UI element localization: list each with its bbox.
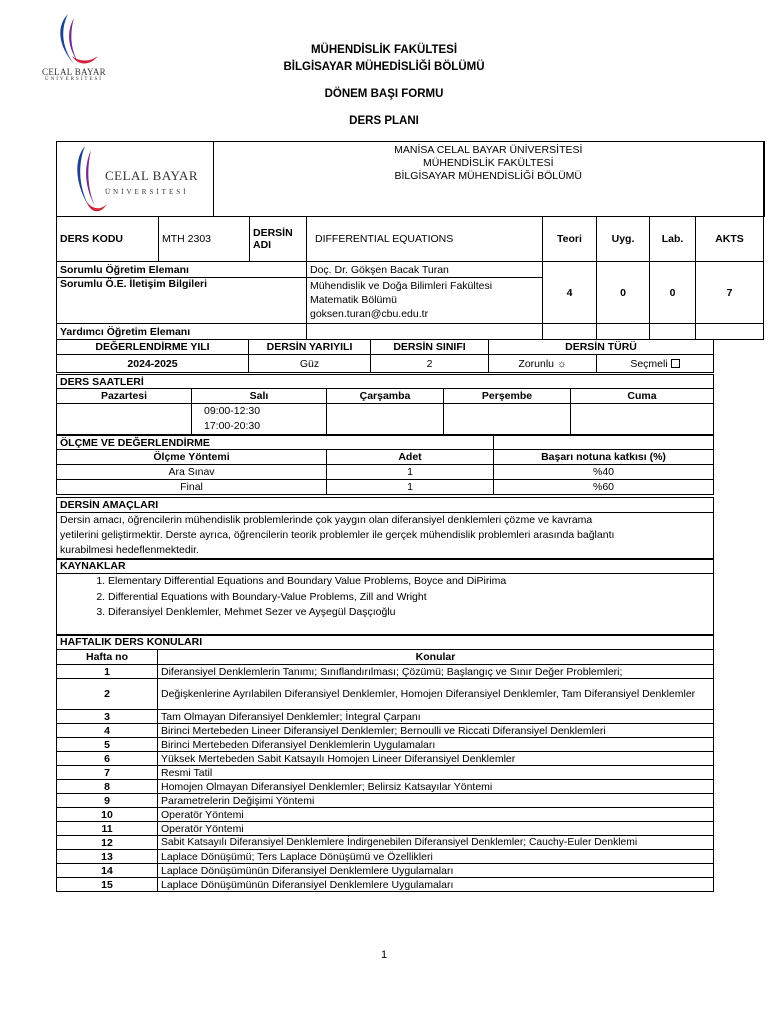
- empty-cell: [543, 324, 597, 340]
- week-topic: Diferansiyel Denklemlerin Tanımı; Sınıflandırılması; Çözümü; Başlangıç ve Sınır Değer Problemleri;: [158, 665, 714, 679]
- logo-name: CELAL BAYAR: [42, 67, 106, 77]
- week-number: 3: [57, 710, 158, 724]
- table-row: [57, 766, 714, 780]
- method-header: Ölçme Yöntemi: [57, 450, 327, 465]
- tuesday-time-1: 09:00-12:30: [204, 405, 261, 417]
- contact-label: Sorumlu Ö.E. İletişim Bilgileri: [57, 278, 307, 324]
- count-cell: 1: [327, 480, 494, 495]
- uyg-label: Uyg.: [597, 217, 650, 262]
- teori-label: Teori: [543, 217, 597, 262]
- institution-line-3: BİLGİSAYAR MÜHENDİSLİĞİ BÖLÜMÜ: [394, 170, 582, 182]
- contact-email: goksen.turan@cbu.edu.tr: [310, 308, 429, 320]
- course-name-label: DERSİN ADI: [250, 217, 307, 262]
- week-topic: Laplace Dönüşümünün Diferansiyel Denklemlere Uygulamaları: [158, 864, 714, 878]
- lecturer-label: Sorumlu Öğretim Elemanı: [57, 262, 307, 278]
- week-topic: Birinci Mertebeden Lineer Diferansiyel Denklemler; Bernoulli ve Riccati Diferansiyel Denklemleri: [158, 724, 714, 738]
- monday-slot: [57, 404, 192, 435]
- lecturer: Doç. Dr. Gökşen Bacak Turan: [307, 262, 543, 278]
- schedule-title: DERS SAATLERİ: [57, 375, 714, 389]
- schedule-table: [56, 374, 714, 435]
- list-item: 3. Diferansiyel Denklemler, Mehmet Sezer ve Ayşegül Daşçıoğlu: [108, 605, 710, 621]
- list-item: 1. Elementary Differential Equations and Boundary Value Problems, Boyce and DiPirima: [108, 574, 710, 590]
- week-topic: Birinci Mertebeden Diferansiyel Denklemlerin Uygulamaları: [158, 738, 714, 752]
- lab-value: 0: [650, 262, 696, 324]
- form-title: DÖNEM BAŞI FORMU: [324, 88, 444, 100]
- table-row: [57, 738, 714, 752]
- week-number: 5: [57, 738, 158, 752]
- references-list: [60, 574, 710, 621]
- elective-option: [597, 355, 714, 373]
- plan-title: DERS PLANI: [349, 115, 419, 127]
- week-number: 2: [57, 679, 158, 710]
- checkbox-icon: [671, 359, 680, 368]
- course-code-label: DERS KODU: [57, 217, 159, 262]
- objectives-text: [57, 513, 714, 560]
- friday-slot: [571, 404, 714, 435]
- table-row: [57, 465, 714, 480]
- objectives-line-3: kurabilmesi hedeflenmektedir.: [60, 544, 199, 556]
- week-topic: Resmi Tatil: [158, 766, 714, 780]
- weight-cell: %60: [494, 480, 714, 495]
- table-row: [57, 808, 714, 822]
- thursday-slot: [444, 404, 571, 435]
- method-cell: Final: [57, 480, 327, 495]
- table-row: [57, 752, 714, 766]
- tuesday-time-2: 17:00-20:30: [204, 420, 261, 432]
- weekly-title: HAFTALIK DERS KONULARI: [57, 635, 714, 650]
- semester-value: Güz: [249, 355, 371, 373]
- objectives-line-2: yetilerini geliştirmektir. Derste ayrıca, öğrencilerin teorik problemler ile gerçek mühendislik problemleri arasında bağlantı: [60, 529, 615, 541]
- institution-line-2: MÜHENDİSLİK FAKÜLTESİ: [423, 157, 554, 169]
- week-topic: Sabit Katsayılı Diferansiyel Denklemlere İndirgenebilen Diferansiyel Denklemler; Cauchy-Euler Denklemi: [158, 836, 714, 850]
- table-row: [57, 679, 714, 710]
- week-topic: Laplace Dönüşümü; Ters Laplace Dönüşümü ve Özellikleri: [158, 850, 714, 864]
- table-row: [57, 665, 714, 679]
- compulsory-option: Zorunlu ☼: [489, 355, 597, 373]
- teori-value: 4: [543, 262, 597, 324]
- semester-label: DERSİN YARIYILI: [249, 340, 371, 355]
- empty-cell: [597, 324, 650, 340]
- weight-header: Başarı notuna katkısı (%): [494, 450, 714, 465]
- weekly-topics-table: [56, 634, 714, 892]
- empty-cell: [494, 436, 714, 450]
- assessment-table: [56, 435, 714, 495]
- table-row: [57, 724, 714, 738]
- table-row: [57, 710, 714, 724]
- week-topic: Operatör Yöntemi: [158, 822, 714, 836]
- week-topic: Homojen Olmayan Diferansiyel Denklemler; Belirsiz Katsayılar Yöntemi: [158, 780, 714, 794]
- course-code: MTH 2303: [159, 217, 250, 262]
- week-topic: Operatör Yöntemi: [158, 808, 714, 822]
- list-item: 2. Differential Equations with Boundary-Value Problems, Zill and Wright: [108, 590, 710, 606]
- week-number: 4: [57, 724, 158, 738]
- week-topic: Tam Olmayan Diferansiyel Denklemler; İntegral Çarpanı: [158, 710, 714, 724]
- week-topic: Değişkenlerine Ayrılabilen Diferansiyel Denklemler, Homojen Diferansiyel Denklemler, Tam Diferansiyel Denklemler: [158, 679, 714, 710]
- week-topic: Yüksek Mertebeden Sabit Katsayılı Homojen Lineer Diferansiyel Denklemler: [158, 752, 714, 766]
- assistant-value: [307, 324, 543, 340]
- week-number: 15: [57, 878, 158, 892]
- page-number: 1: [380, 949, 388, 961]
- year-label: DEĞERLENDİRME YILI: [57, 340, 249, 355]
- lab-label: Lab.: [650, 217, 696, 262]
- elective-label: Seçmeli: [630, 357, 668, 370]
- references-title: KAYNAKLAR: [57, 559, 714, 574]
- institution-cell: [214, 142, 764, 217]
- week-number: 9: [57, 794, 158, 808]
- table-row: [57, 480, 714, 495]
- week-topic: Parametrelerin Değişimi Yöntemi: [158, 794, 714, 808]
- count-cell: 1: [327, 465, 494, 480]
- wednesday-slot: [327, 404, 444, 435]
- week-number: 6: [57, 752, 158, 766]
- type-label: DERSİN TÜRÜ: [489, 340, 714, 355]
- inner-logo: [57, 142, 212, 216]
- week-number: 10: [57, 808, 158, 822]
- contact-line-2: Matematik Bölümü: [310, 294, 397, 306]
- year-value: 2024-2025: [57, 355, 249, 373]
- day-wednesday: Çarşamba: [327, 389, 444, 404]
- objectives-title: DERSİN AMAÇLARI: [57, 498, 714, 513]
- objectives-line-1: Dersin amacı, öğrencilerin mühendislik problemlerinde çok yaygın olan diferansiyel denklemleri çözme ve kavrama: [60, 514, 593, 526]
- week-number: 1: [57, 665, 158, 679]
- inner-flame-icon: [63, 142, 109, 216]
- week-number: 12: [57, 836, 158, 850]
- department-title: BİLGİSAYAR MÜHEDİSLİĞİ BÖLÜMÜ: [283, 61, 485, 73]
- method-cell: Ara Sınav: [57, 465, 327, 480]
- references-table: [56, 558, 714, 636]
- week-number: 8: [57, 780, 158, 794]
- table-row: [57, 836, 714, 850]
- akts-value: 7: [696, 262, 764, 324]
- inner-logo-sub: ÜNİVERSİTESİ: [105, 188, 189, 196]
- table-row: [57, 780, 714, 794]
- table-row: [57, 878, 714, 892]
- day-tuesday: Salı: [192, 389, 327, 404]
- week-number: 14: [57, 864, 158, 878]
- table-row: [57, 822, 714, 836]
- table-row: [57, 864, 714, 878]
- flame-logo-icon: [38, 12, 110, 68]
- week-topic: Laplace Dönüşümünün Diferansiyel Denklemlere Uygulamaları: [158, 878, 714, 892]
- day-monday: Pazartesi: [57, 389, 192, 404]
- akts-label: AKTS: [696, 217, 764, 262]
- table-row: [57, 794, 714, 808]
- day-friday: Cuma: [571, 389, 714, 404]
- empty-cell: [650, 324, 696, 340]
- week-number: 11: [57, 822, 158, 836]
- assessment-title: ÖLÇME VE DEĞERLENDİRME: [57, 436, 494, 450]
- logo-sub: ÜNİVERSİTESİ: [45, 77, 103, 82]
- week-number: 13: [57, 850, 158, 864]
- references-list-cell: [57, 574, 714, 636]
- inner-logo-cell: [57, 142, 214, 217]
- inner-logo-name: CELAL BAYAR: [105, 168, 199, 183]
- table-row: [57, 850, 714, 864]
- count-header: Adet: [327, 450, 494, 465]
- faculty-title: MÜHENDİSLİK FAKÜLTESİ: [310, 44, 458, 56]
- week-header: Hafta no: [57, 650, 158, 665]
- term-table: [56, 339, 714, 373]
- course-info-table: [56, 141, 765, 340]
- institution-line-1: MANİSA CELAL BAYAR ÜNİVERSİTESİ: [394, 144, 583, 156]
- assistant-label: Yardımcı Öğretim Elemanı: [57, 324, 307, 340]
- contact-line-1: Mühendislik ve Doğa Bilimleri Fakültesi: [310, 280, 493, 292]
- tuesday-slot: [192, 404, 327, 435]
- week-number: 7: [57, 766, 158, 780]
- class-value: 2: [371, 355, 489, 373]
- class-label: DERSİN SINIFI: [371, 340, 489, 355]
- weight-cell: %40: [494, 465, 714, 480]
- contact-info: [307, 278, 543, 324]
- empty-cell: [696, 324, 764, 340]
- course-name: DIFFERENTIAL EQUATIONS: [307, 217, 543, 262]
- objectives-table: [56, 497, 714, 560]
- uyg-value: 0: [597, 262, 650, 324]
- day-thursday: Perşembe: [444, 389, 571, 404]
- topic-header: Konular: [158, 650, 714, 665]
